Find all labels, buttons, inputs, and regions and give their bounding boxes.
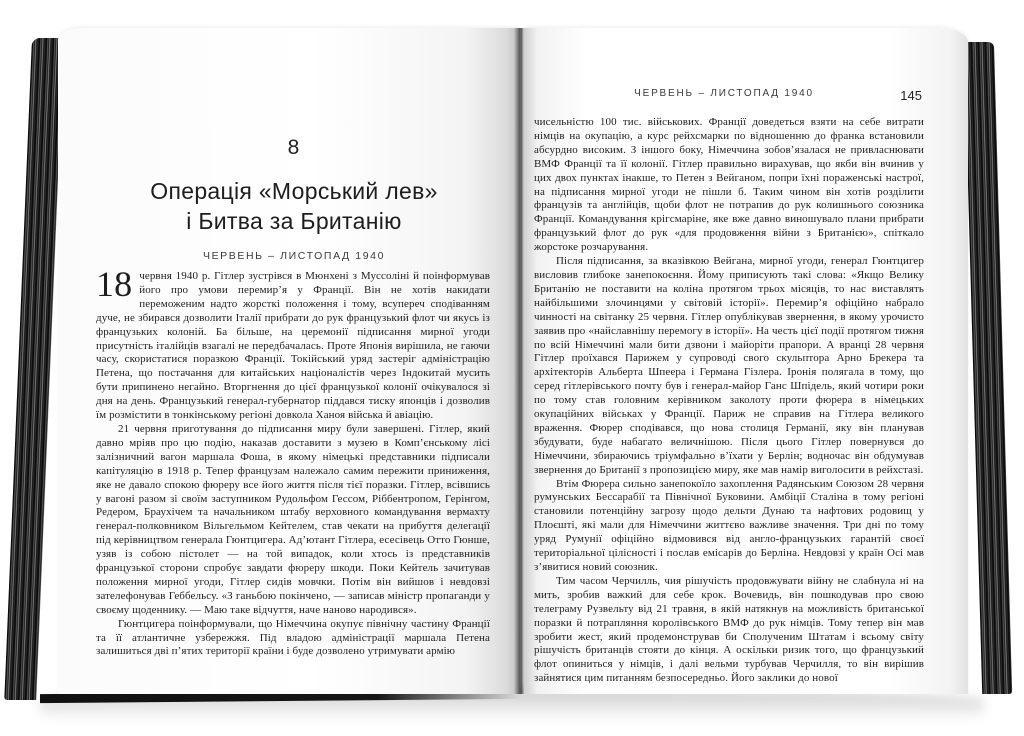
paragraph: Гюнтцигера поінформували, що Німеччина окупує північну частину Франції та її атлантичне узбережжя. Під владою адміністрації маршала Петена залишиться дві п’ятих території країни і буде дозволено утримувати армію [96, 617, 490, 658]
page-stack-edge-left [4, 38, 64, 700]
drop-cap: 18 [96, 264, 133, 304]
chapter-title-line2: і Битва за Британію [186, 208, 402, 234]
page-stack-edge-right [964, 42, 1012, 694]
paragraph: Тим часом Черчилль, чия рішучість продовжувати війну не слабнула ні на мить, зробив важкий для себе крок. Вочевидь, він пошкодував про свою телеграму Рузвельту від 21 травня, в якій натякнув на можливість британської поразки й потрапляння королівського ВМФ до рук німців. Тому тепер він мав зробити жест, який продемонстрував би Сполученим Штатам і всьому світу рішучість британців стояти до кінця. А оскільки ризик того, що французький флот опиниться у німців, і далі вельми турбував Черчилля, то він вирішив зайнятися цим питанням безпосередньо. Його заклики до нової [534, 574, 924, 685]
paragraph: 21 червня приготування до підписання миру були завершені. Гітлер, який давно мріяв про цю подію, наказав доставити з музею в Комп’єнському лісі залізничний вагон маршала Фоша, в якому німецькі представники підписали капітуляцію в 1918 р. Тепер французам належало самим пережити приниження, яке не давало спокою фюреру все його життя після тієї поразки. Гітлер, всівшись у вагоні разом зі своїм заступником Рудольфом Гессом, Ріббентропом, Герінгом, Редером, Браухічем та начальником штабу верховного командування вермахту генерал-полковником Вільгельмом Кейтелем, став чекати на прибуття делегації під керівництвом генерала Гюнтцигера. Ад’ютант Гітлера, есесівець Отто Гюнше, узяв із собою пістолет — на той випадок, коли хтось із представників французької сторони спробує завдати фюреру шкоди. Поки Кейтель зачитував положення мирної угоди, Гітлер сидів мовчки. Потім він вийшов і невдовзі зателефонував Геббельсу. «З ганьбою покінчено, — записав міністр пропаганди у своєму щоденнику. — Маю таке відчуття, наче наново народився». [96, 422, 490, 616]
chapter-number: 8 [287, 136, 301, 159]
right-page-body [534, 116, 924, 686]
paragraph: чисельністю 100 тис. військових. Франції доведеться взяти на себе витрати німців на окупацію, а курс рейхсмарки по відношенню до франка встановили абсурдно високим. З іншого боку, Німеччина зобов’язалася не привласнювати ВМФ Франції та її колонії. Гітлер правильно вирахував, що якби він вчинив у цих двох пунктах інакше, то Петен з Вейганом, попри їхні пораженські настрої, на підписання мирної угоди не пішли б. Таким чином він хотів розділити французів та англійців, щоби флот не потрапив до рук колишнього союзника Франції. Командування крігсмаріне, яке вже давно виношувало плани прибрати французький флот до рук «для продовження війни з Британією», спіткало жорстоке розчарування. [534, 116, 924, 254]
chapter-subtitle: ЧЕРВЕНЬ – ЛИСТОПАД 1940 [202, 250, 386, 262]
left-page [58, 28, 520, 694]
chapter-title-line1: Операція «Морський лев» [150, 178, 438, 204]
running-head: ЧЕРВЕНЬ – ЛИСТОПАД 1940 [634, 88, 814, 99]
paragraph: Після підписання, за вказівкою Вейгана, мирної угоди, генерал Гюнтцигер висловив глибоке занепокоєння. Йому приписують такі слова: «Якщо Велику Британію не поставити на коліна протягом трьох місяців, то нас виставлять найбільшими злочинцями у світовій історії». Перемир’я офіційно набрало чинності на світанку 25 червня. Гітлер опублікував звернення, в якому урочисто заявив про «найславнішу перемогу в історії». На честь цієї події протягом тижня по всій Німеччині мали бити дзвони і майоріти прапори. А вранці 28 червня Гітлер проїхався Парижем у супроводі свого скульптора Арно Брекера та архітекторів Альберта Шпеера і Германа Гізлера. Іронія полягала в тому, що серед гітлерівського почту був і генерал-майор Ганс Шпідель, який чотири роки по тому став головним керівником заколоту проти фюрера в німецьких окупаційних військах у Франції. Париж не справив на Гітлера великого враження. Фюрер сподівався, що нова столиця Германії, яку він планував збудувати, буде набагато величнішою. Після цього Гітлер повернувся до Німеччини, збираючись тріумфально в’їхати у Берлін; водночас він обдумував звернення до Британії з пропозицією миру, яке мав намір виголосити в рейхстазі. [534, 255, 924, 476]
right-page [524, 28, 968, 694]
chapter-title [98, 176, 490, 236]
left-page-body [96, 264, 490, 659]
chapter-heading [98, 136, 490, 262]
paragraph [96, 264, 490, 423]
paragraph-text: червня 1940 р. Гітлер зустрівся в Мюнхені з Муссоліні й поінформував його про умови перемир’я у Франції. Він не хотів накидати переможеним надто жорсткі положення і тому, всупереч сподіванням дуче, не збирався дозволити Італії прибрати до рук французький флот чи якусь із французьких колоній. Ба більше, на церемонії підписання мирної угоди присутність італійців взагалі не передбачалась. Проте Японія вирішила, не гаючи часу, скористатися поразкою Франції. Токійський уряд застеріг адміністрацію Петена, що постачання для китайських націоналістів через Індокитай мусить бути припинено негайно. Вторгнення до цієї французької колонії очікувалося зі дня на день. Французький генерал-губернатор піддався тиску японців і дозволив їм розмістити в тонкінському регіоні довкола Ханоя війська й авіацію. [96, 270, 490, 422]
page-number: 145 [900, 88, 922, 103]
paragraph: Втім Фюрера сильно занепокоїло захоплення Радянським Союзом 28 червня румунських Бессарабії та Північної Буковини. Амбіції Сталіна в тому регіоні становили потенційну загрозу щодо дельти Дунаю та нафтових родовищ у Плоєшті, які мали для Німеччини життєво важливе значення. Три дні по тому уряд Румунії офіційно відмовився від англо-французьких гарантій своєї територіальної цілісності і послав емісарів до Берліна. Невдовзі у країн Осі мав з’явитися новий союзник. [534, 477, 924, 573]
